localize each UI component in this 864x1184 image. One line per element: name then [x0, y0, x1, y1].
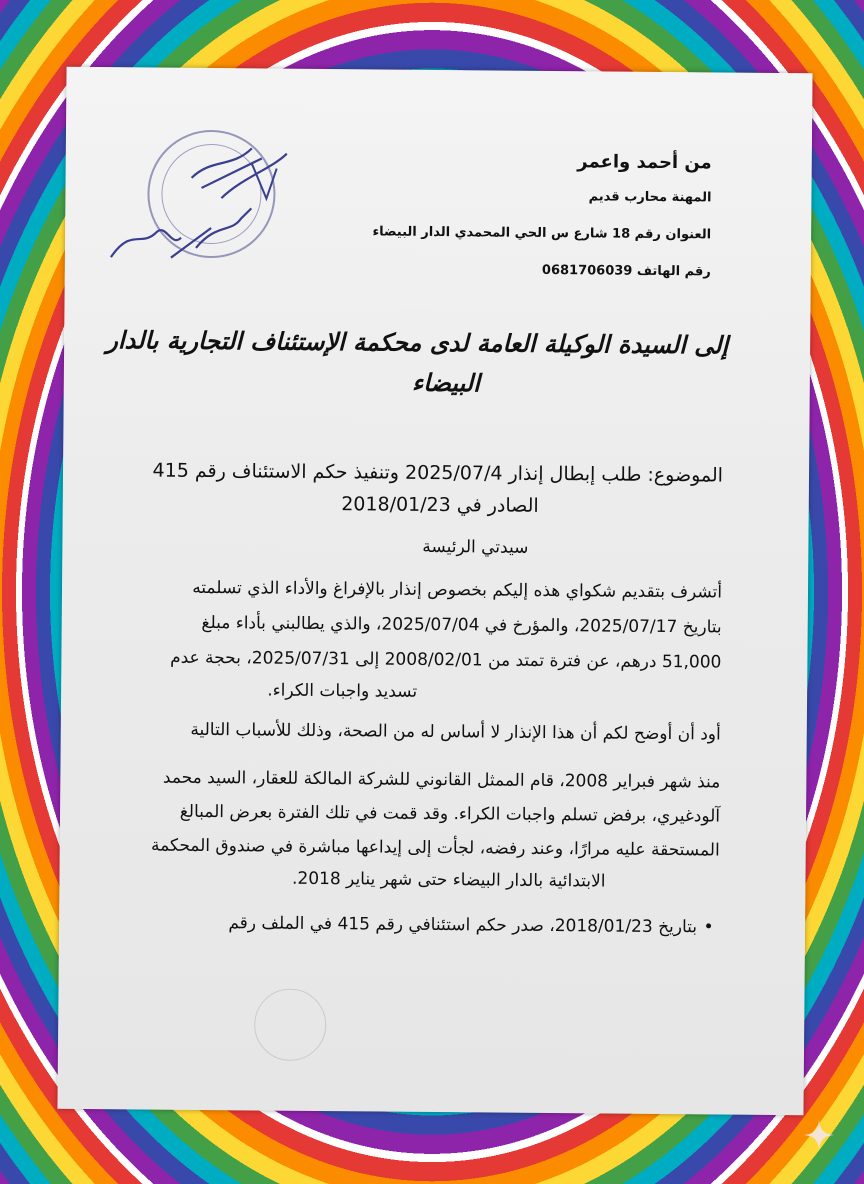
paragraph1-line-4: تسديد واجبات الكراء.: [267, 680, 418, 702]
handwritten-signature: [101, 137, 292, 269]
paragraph2: أود أن أوضح لكم أن هذا الإنذار لا أساس له من الصحة، وذلك للأسباب التالية: [190, 719, 721, 745]
sender-address: العنوان رقم 18 شارع س الحي المحمدي الدار البيضاء: [372, 224, 712, 243]
subject-line-2: الصادر في 2018/01/23: [341, 493, 539, 517]
sparkle-icon: [804, 1120, 834, 1150]
bullet-dot: [706, 923, 711, 928]
recipient-line-2: البيضاء: [411, 367, 480, 398]
sender-name: من أحمد واعمر: [577, 151, 712, 174]
sender-profession: المهنة محارب قديم: [588, 189, 712, 206]
paragraph1-line-2: بتاريخ 2025/07/17، والمؤرخ في 2025/07/04، والذي يطالبني بأداء مبلغ: [201, 612, 722, 638]
paragraph3-line-4: الابتدائية بالدار البيضاء حتى شهر يناير 2018.: [291, 868, 606, 892]
letter-page: [57, 67, 812, 1115]
sender-phone: رقم الهاتف 0681706039: [541, 262, 711, 280]
faint-stamp: [254, 988, 327, 1061]
bullet-item-1-text: بتاريخ 2018/01/23، صدر حكم استئنافي رقم 415 في الملف رقم: [228, 913, 698, 938]
paragraph3-line-2: آلودغيري، برفض تسلم واجبات الكراء. وقد قمت في تلك الفترة بعرض المبالغ: [179, 801, 721, 827]
recipient-line-1: إلى السيدة الوكيلة العامة لدى محكمة الإستئناف التجارية بالدار: [106, 325, 729, 360]
bullet-item-1: [228, 913, 697, 937]
paragraph3-line-3: المستحقة عليه مرارًا، وعند رفضه، لجأت إلى إيداعها مباشرة في صندوق المحكمة: [150, 835, 720, 861]
paragraph3-line-1: منذ شهر فبراير 2008، قام الممثل القانوني للشركة المالكة للعقار، السيد محمد: [162, 767, 721, 793]
paragraph1-line-1: أتشرف بتقديم شكواي هذه إليكم بخصوص إنذار بالإفراغ والأداء الذي تسلمته: [192, 577, 723, 603]
salutation: سيدتي الرئيسة: [422, 536, 529, 558]
paragraph1-line-3: 51,000 درهم، عن فترة تمتد من 2008/02/01 إلى 2025/07/31، بحجة عدم: [170, 647, 722, 673]
subject-line-1: الموضوع: طلب إبطال إنذار 2025/07/4 وتنفيذ حكم الاستئناف رقم 415: [152, 459, 724, 487]
